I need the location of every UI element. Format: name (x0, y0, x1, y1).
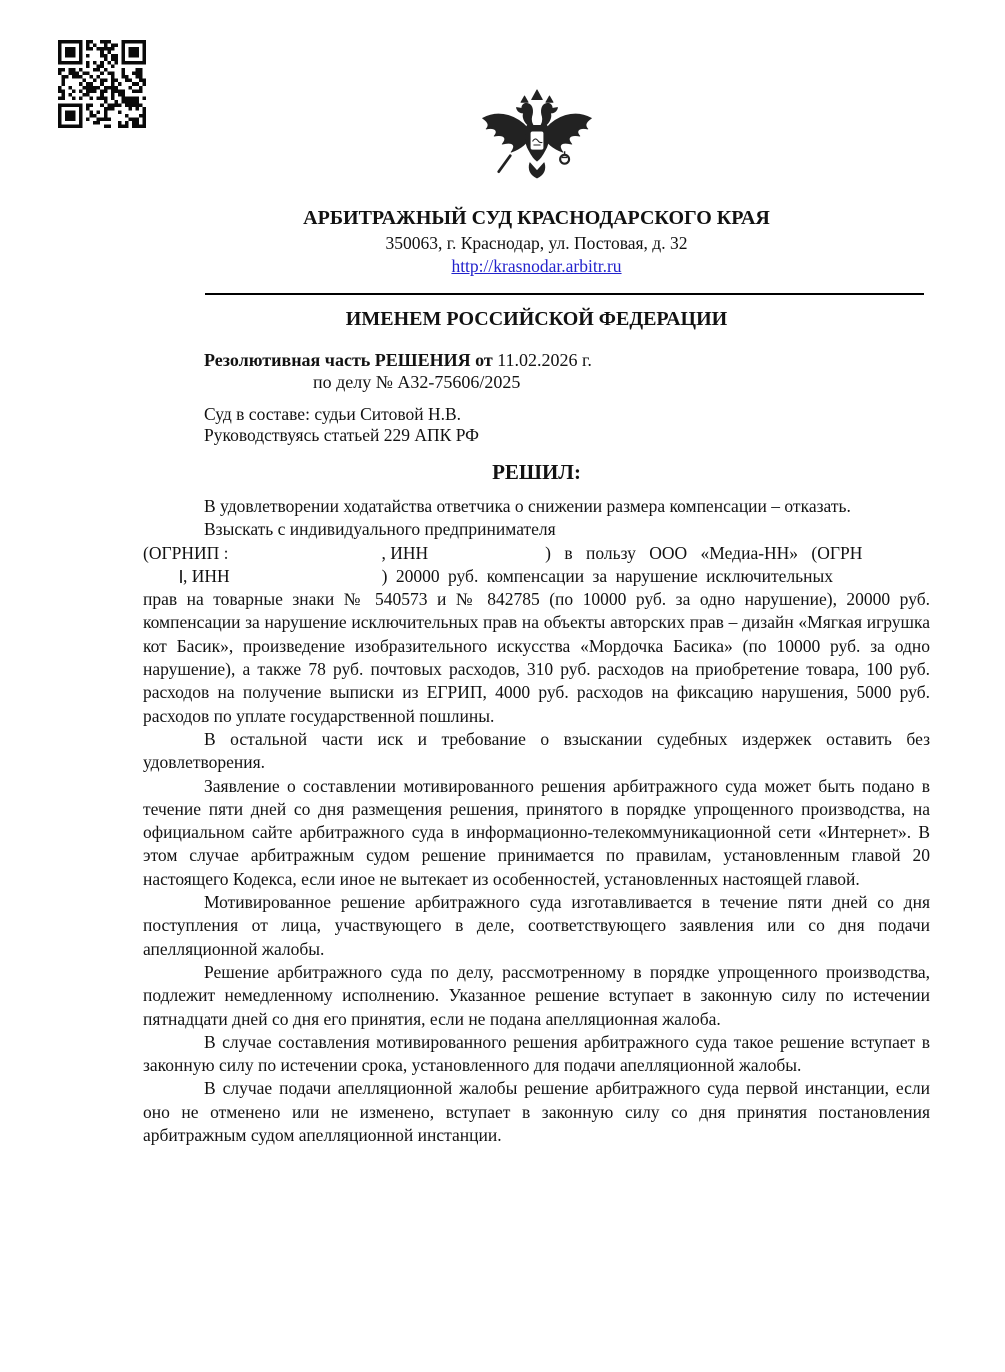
decision-body (143, 495, 930, 1147)
paragraph-motivated-decision-request: Заявление о составлении мотивированного решения арбитражного суда может быть подано в течение пяти дней со дня размещения решения, принятого в порядке упрощенного производства, на официальном сайте арбитражного суда в информационно-телекоммуникационной сети «Интернет». В этом случае арбитражным судом решение принимается по правилам, установленным главой 20 настоящего Кодекса, если иное не вытекает из особенностей, установленных настоящей главой. (143, 775, 930, 889)
court-composition: Суд в составе: судьи Ситовой Н.В. (204, 404, 462, 424)
russian-coat-of-arms-icon (470, 88, 604, 202)
court-website-link[interactable]: http://krasnodar.arbitr.ru (451, 256, 622, 276)
redaction-fragment: : (223, 542, 229, 563)
court-website-line (143, 256, 930, 277)
inn-label: , ИНН (381, 542, 429, 563)
ogrnip-label: (ОГРНИП (143, 542, 224, 563)
emblem-wrap (143, 88, 930, 202)
qr-code-icon (58, 40, 146, 128)
redaction-artifact (180, 570, 182, 583)
paragraph-appeal: В случае подачи апелляционной жалобы решение арбитражного суда первой инстанции, если оно не отменено или не изменено, вступает в законную силу со дня принятия постановления арбитражным судом апелляционной инстанции. (143, 1078, 930, 1146)
paragraph-motivated-decision-terms: Мотивированное решение арбитражного суда изготавливается в течение пяти дней со дня поступления от лица, участвующего в деле, соответствующего заявления или со дня подачи апелляционной жалобы. (143, 892, 930, 959)
paragraph-recover-details: прав на товарные знаки № 540573 и № 842785 (по 10000 руб. за одно нарушение), 20000 руб. компенсации за нарушение исключительных прав на объекты авторских прав – дизайн «Мягкая игрушка кот Басик», произведение изобразительного искусства «Мордочка Басика» (по 10000 руб. за одно нарушение), а также 78 руб. почтовых расходов, 310 руб. расходов на приобретение товара, 100 руб. расходов на получение выписки из ЕГРИП, 4000 руб. расходов на фиксацию нарушения, 5000 руб. расходов по уплате государственной пошлины. (143, 589, 930, 726)
paragraph-immediate-execution: Решение арбитражного суда по делу, рассмотренному в порядке упрощенного производства, подлежит немедленному исполнению. Указанное решение вступает в законную силу по истечении пятнадцати дней со дня его принятия, если не подана апелляционная жалоба. (143, 961, 930, 1029)
header-divider (205, 293, 924, 295)
paragraph-dismiss-motion: В удовлетворении ходатайства ответчика о снижении размера компенсации – отказать. (204, 496, 851, 516)
paragraph-legal-force: В случае составления мотивированного решения арбитражного суда такое решение вступает в законную силу по истечении срока, установленного для подачи апелляционной жалобы. (143, 1031, 930, 1076)
resolution-label: Резолютивная часть РЕШЕНИЯ от (204, 350, 493, 370)
court-address: 350063, г. Краснодар, ул. Постовая, д. 32 (385, 233, 688, 253)
document-content (143, 0, 930, 1147)
in-favor-of-text: ) в пользу ООО «Медиа-НН» (ОГРН (545, 542, 863, 563)
decided-heading: РЕШИЛ: (492, 460, 581, 484)
compensation-amount-text: ) 20000 руб. компенсации за нарушение исключительных (381, 565, 834, 586)
guided-by-line: Руководствуясь статьей 229 АПК РФ (204, 425, 479, 445)
paragraph-remainder-dismissed: В остальной части иск и требование о взыскании судебных издержек оставить без удовлетворения. (143, 728, 930, 773)
resolution-date: 11.02.2026 г. (497, 350, 592, 370)
inn-label-2: , ИНН (183, 565, 230, 586)
in-the-name-heading: ИМЕНЕМ РОССИЙСКОЙ ФЕДЕРАЦИИ (345, 308, 728, 330)
ogrnip-redacted-line (143, 542, 930, 565)
paragraph-recover-intro: Взыскать с индивидуального предпринимателя (204, 519, 556, 540)
case-number: по делу № А32-75606/2025 (313, 372, 521, 392)
resolution-line (143, 350, 930, 371)
inn-redacted-line (143, 565, 930, 588)
court-name: АРБИТРАЖНЫЙ СУД КРАСНОДАРСКОГО КРАЯ (303, 207, 770, 229)
